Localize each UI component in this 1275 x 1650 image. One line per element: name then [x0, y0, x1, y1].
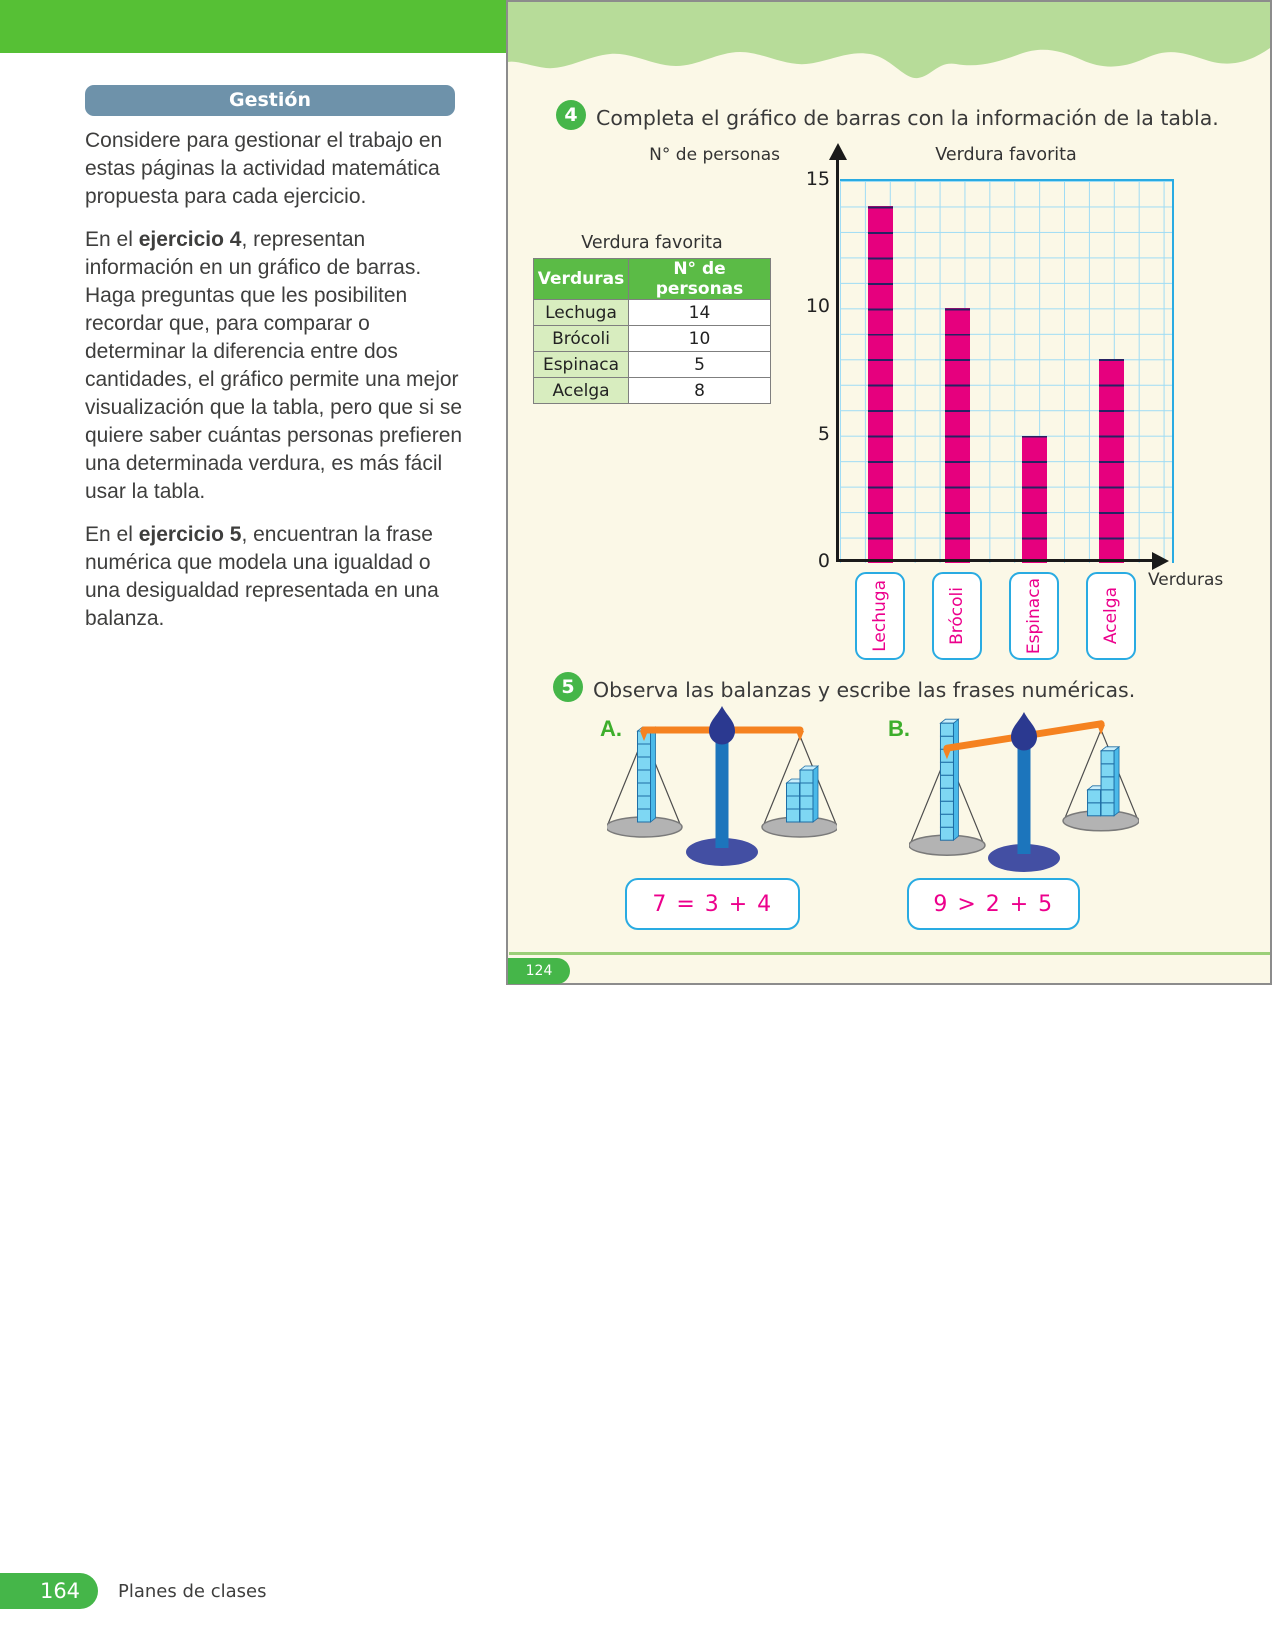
y-tick-label: 5	[817, 422, 830, 445]
answer-phrase-b: 9 > 2 + 5	[933, 891, 1054, 917]
category-label: Espinaca	[1024, 577, 1044, 655]
table-row	[534, 300, 771, 326]
y-tick-label: 0	[817, 550, 830, 572]
vegetable-name-cell: Lechuga	[534, 300, 629, 326]
answer-box-a	[625, 878, 800, 930]
management-note-2: En el ejercicio 4, representan información en un gráfico de barras. Haga preguntas que les posibiliten recordar que, para comparar o determinar la diferencia entre dos cantidades, el gráfico permite una mejor visualización que la tabla, pero que si se quiere saber cuántas personas prefieren una determinada verdura, es más fácil usar la tabla.	[85, 228, 463, 503]
management-note-3: En el ejercicio 5, encuentran la frase numérica que modela una igualdad o una desigualdad representada en una balanza.	[85, 523, 439, 630]
balance-scale	[909, 706, 1139, 878]
chart-y-axis-title: N° de personas	[649, 145, 780, 165]
favorites-table-body	[534, 300, 771, 404]
balance-a-figure	[607, 700, 837, 876]
balance-b-figure	[909, 706, 1139, 882]
table-row	[534, 326, 771, 352]
chart-title: Verdura favorita	[935, 145, 1077, 165]
chart-grid	[840, 179, 1174, 563]
category-label: Lechuga	[870, 580, 890, 652]
x-axis-line	[836, 559, 1154, 562]
exercise4-ref: ejercicio 4	[138, 228, 242, 251]
x-axis-arrow-icon	[1152, 552, 1169, 570]
gestion-header: Gestión	[85, 85, 455, 116]
favorites-table	[533, 258, 771, 404]
footer-page-pill: 164	[0, 1573, 98, 1609]
vegetable-name-cell: Brócoli	[534, 326, 629, 352]
green-top-band	[0, 0, 506, 53]
y-tick-label: 10	[805, 295, 830, 318]
panel-bottom-edge	[509, 952, 1270, 955]
y-axis-line	[836, 158, 839, 562]
person-count-cell: 14	[629, 300, 771, 326]
person-count-cell: 8	[629, 378, 771, 404]
vegetable-name-cell: Espinaca	[534, 352, 629, 378]
column-header-verduras: Verduras	[534, 259, 629, 300]
exercise5-number-badge: 5	[553, 672, 583, 702]
vegetable-name-cell: Acelga	[534, 378, 629, 404]
sidebar-notes	[85, 127, 463, 648]
y-axis-arrow-icon	[829, 143, 847, 160]
category-box-espinaca	[1009, 572, 1059, 660]
table-header-row	[534, 259, 771, 300]
exercise4-prompt: Completa el gráfico de barras con la información de la tabla.	[596, 106, 1219, 130]
chart-bar-lechuga	[868, 206, 893, 563]
management-note-1: Considere para gestionar el trabajo en estas páginas la actividad matemática propuesta para cada ejercicio.	[85, 129, 443, 208]
person-count-cell: 10	[629, 326, 771, 352]
chart-bar-brócoli	[945, 308, 970, 563]
category-box-acelga	[1086, 572, 1136, 660]
chart-x-axis-title: Verduras	[1148, 570, 1224, 590]
page-number-badge: 124	[508, 958, 570, 984]
balance-scale	[607, 700, 837, 872]
category-box-brócoli	[932, 572, 982, 660]
answer-box-b	[907, 878, 1080, 930]
category-label: Acelga	[1101, 587, 1121, 645]
category-label: Brócoli	[947, 587, 967, 645]
balance-b-label: B.	[888, 716, 910, 741]
exercise5-ref: ejercicio 5	[138, 523, 242, 546]
exercise4-number-badge: 4	[556, 100, 586, 130]
balance-a-label: A.	[600, 716, 622, 741]
person-count-cell: 5	[629, 352, 771, 378]
category-box-lechuga	[855, 572, 905, 660]
chart-bar-acelga	[1099, 359, 1124, 563]
wave-decoration	[508, 2, 1270, 84]
column-header-personas: N° de personas	[629, 259, 771, 300]
table-title: Verdura favorita	[581, 233, 723, 253]
exercise5-prompt: Observa las balanzas y escribe las frases numéricas.	[593, 678, 1136, 702]
y-tick-label: 15	[805, 168, 830, 190]
footer-label: Planes de clases	[118, 1581, 267, 1602]
table-row	[534, 378, 771, 404]
answer-phrase-a: 7 = 3 + 4	[652, 891, 773, 917]
table-row	[534, 352, 771, 378]
chart-bar-espinaca	[1022, 436, 1047, 563]
